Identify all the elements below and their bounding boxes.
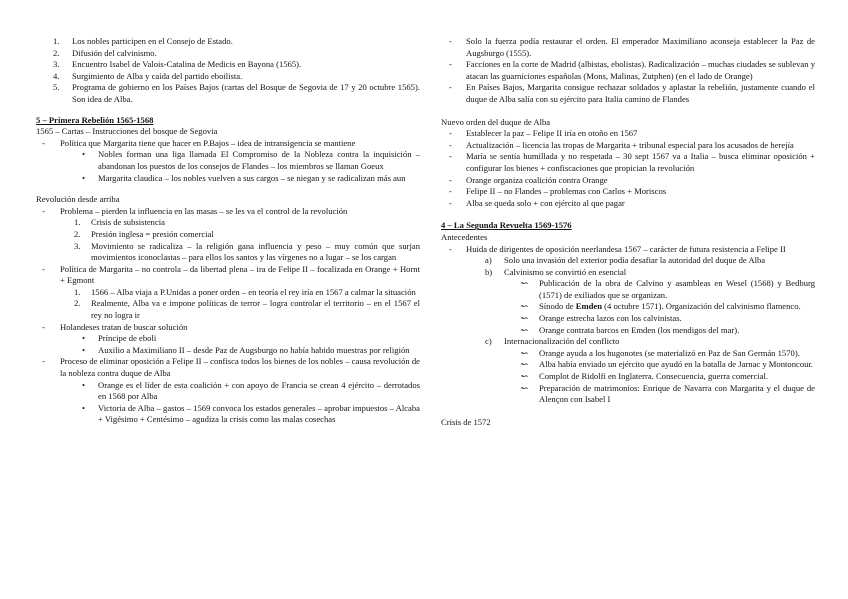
item-text: Victoria de Alba – gastos – 1569 convoca los estados generales – aprobar impuestos – Alcaba + Vigésimo + Centésimo – agudiza la crisis como las malas cosechas: [98, 402, 420, 425]
numbered-item: [36, 298, 420, 321]
item-text: Facciones en la corte de Madrid (albistas, ebolistas). Radicalización – muchas ciudades se sublevan y atacan las guarniciones españolas (Mons, Malinas, Zutphen) (en el lado de Orange): [466, 59, 815, 81]
bullet-item: [36, 333, 420, 345]
numbered-item: [36, 71, 420, 83]
left-column: [36, 36, 420, 426]
dash-item: [36, 356, 420, 379]
subsection-title: Nuevo orden del duque de Alba: [441, 116, 551, 127]
list-marker: •: [82, 333, 86, 344]
subsection-title: Antecedentes: [441, 231, 488, 242]
item-text: Orange ayuda a los hugonotes (se materializó en Paz de San Germán 1570).: [539, 347, 800, 358]
numbered-item: [36, 82, 420, 105]
list-marker: -: [42, 321, 45, 332]
list-marker: 3.: [53, 59, 60, 70]
item-text: Proceso de eliminar oposición a Felipe II – confisca todos los bienes de los nobles – causa revolución de la nobleza contra duque de Alba: [60, 356, 420, 379]
bold-term: Emden: [575, 301, 603, 312]
section-heading: 5 – Primera Rebelión 1565-1568: [36, 114, 154, 125]
item-text: Los nobles participen en el Consejo de Estado.: [72, 36, 233, 46]
arrow-item: [441, 325, 815, 337]
item-text: Establecer la paz – Felipe II iría en otoño en 1567: [466, 128, 638, 139]
dash-item: [36, 206, 420, 218]
item-text: Publicación de la obra de Calvino y asambleas en Wesel (1568) y Bedburg (1571) de exiliados que se organizan.: [539, 278, 815, 300]
item-text: Orange organiza coalición contra Orange: [466, 174, 608, 185]
subsection-title: Revolución desde arriba: [36, 194, 120, 205]
item-text: Calvinismo se convirtió en esencial: [504, 266, 627, 277]
arrow-item: [441, 278, 815, 301]
item-text: (4 octubre 1571). Organización del calvinismo flamenco.: [602, 301, 801, 312]
arrow-item: [441, 371, 815, 383]
list-marker: -: [449, 82, 452, 93]
item-text: María se sentía humillada y no respetada – 30 sept 1567 va a Italia – busca eliminar oposición + configurar los bienes + confiscaciones que propician la revolución: [466, 151, 815, 173]
numbered-item: [36, 36, 420, 48]
list-marker: c): [485, 336, 492, 347]
list-marker: a): [485, 255, 492, 266]
list-marker: 1.: [74, 217, 81, 228]
list-marker: -: [42, 205, 45, 216]
subsection-title: Crisis de 1572: [441, 416, 491, 427]
numbered-item: [36, 59, 420, 71]
item-text: Política que Margarita tiene que hacer en P.Bajos – idea de intransigencia se mantiene: [60, 137, 356, 148]
list-marker: -: [449, 174, 452, 185]
item-text: Huida de dirigentes de oposición neerlandesa 1567 – carácter de futura resistencia a Felipe II: [466, 243, 786, 254]
list-marker: -: [42, 356, 45, 367]
item-text: Programa de gobierno en los Países Bajos (cartas del Bosque de Segovia de 17 y 20 octubre 1565). Son idea de Alba.: [72, 82, 420, 104]
lettered-item: [441, 267, 815, 279]
numbered-item: [36, 229, 420, 241]
item-text: Orange estrecha lazos con los calvinistas.: [539, 313, 682, 324]
item-text: Política de Margarita – no controla – da libertad plena – ira de Felipe II – focalizada en Orange + Hornt + Egmont: [60, 263, 420, 286]
arrow-bullet-icon: ↜: [521, 313, 529, 324]
list-marker: -: [449, 186, 452, 197]
arrow-bullet-icon: ↜: [521, 347, 529, 358]
list-marker: •: [82, 402, 86, 413]
item-text: Orange es el líder de esta coalición + con apoyo de Francia se crean 4 ejército – derrotados en 1568 por Alba: [98, 379, 420, 402]
list-marker: -: [42, 263, 45, 274]
item-text: Príncipe de eboli: [98, 333, 157, 344]
dash-item: [441, 175, 815, 187]
list-marker: •: [82, 149, 86, 160]
section-subline: 1565 – Cartas – Instrucciones del bosque de Segovia: [36, 126, 218, 137]
list-marker: -: [449, 36, 452, 46]
item-text: Problema – pierden la influencia en las masas – se les va el control de la revolución: [60, 205, 348, 216]
dash-item: [441, 186, 815, 198]
dash-item: [441, 244, 815, 256]
item-text: En Países Bajos, Margarita consigue rechazar soldados y aplastar la rebelión, justamente cuando el duque de Alba salía con su ejército para Italia camino de Flandes: [466, 82, 815, 104]
lettered-item: [441, 336, 815, 348]
item-text: Alba se queda solo + con ejército al que pagar: [466, 197, 625, 208]
arrow-bullet-icon: ↜: [521, 324, 529, 335]
dash-item: [441, 59, 815, 82]
arrow-bullet-icon: ↜: [521, 278, 529, 289]
numbered-item: [36, 241, 420, 264]
bullet-item: [36, 403, 420, 426]
item-text: Felipe II – no Flandes – problemas con Carlos + Moriscos: [466, 186, 667, 197]
arrow-bullet-icon: ↜: [521, 382, 529, 393]
dash-item: [441, 151, 815, 174]
item-text: Margarita claudica – los nobles vuelven a sus cargos – se niegan y se radicalizan más aun: [98, 172, 406, 183]
dash-item: [441, 128, 815, 140]
item-text: Preparación de matrimonios: Enrique de Navarra con Margarita y el duque de Alençon con Isabel I: [539, 382, 815, 405]
lettered-item: [441, 255, 815, 267]
numbered-item: [36, 287, 420, 299]
item-text: Complot de Ridolfi en Inglaterra. Consecuencia, guerra comercial.: [539, 371, 769, 382]
list-marker: -: [449, 139, 452, 150]
numbered-item: [36, 48, 420, 60]
item-text: Holandeses tratan de buscar solución: [60, 321, 188, 332]
arrow-item: [441, 301, 815, 313]
list-marker: 1.: [53, 36, 60, 46]
item-text: Movimiento se radicaliza – la religión gana influencia y peso – muy común que surjan movimientos iconoclastas – para ellos los santos y las vírgenes no a lugar – se los cargan: [91, 240, 420, 263]
arrow-bullet-icon: ↜: [521, 371, 529, 382]
list-marker: •: [82, 172, 86, 183]
item-text: Presión inglesa = presión comercial: [91, 228, 214, 239]
list-marker: •: [82, 344, 86, 355]
list-marker: b): [485, 266, 493, 277]
item-text: Surgimiento de Alba y caída del partido eboilista.: [72, 70, 243, 81]
list-marker: 4.: [53, 70, 60, 81]
arrow-item: [441, 383, 815, 406]
dash-item: [441, 198, 815, 210]
item-text: Orange contrata barcos en Emden (los mendigos del mar).: [539, 324, 740, 335]
item-text: Crisis de subsistencia: [91, 217, 165, 228]
dash-item: [441, 140, 815, 152]
list-marker: 2.: [53, 47, 60, 58]
list-marker: •: [82, 379, 86, 390]
item-text: Nobles forman una liga llamada El Compromiso de la Nobleza contra la inquisición – abandonan los puestos de los consejos de Flandes – los miembros se llaman Goeux: [98, 149, 420, 171]
item-text: Internacionalización del conflicto: [504, 336, 620, 347]
numbered-item: [36, 217, 420, 229]
list-marker: -: [449, 243, 452, 254]
item-text: 1566 – Alba viaja a P.Unidas a poner orden – en teoría el rey iría en 1567 a calmar la situación: [91, 286, 416, 297]
item-text: Solo la fuerza podía restaurar el orden. El emperador Maximiliano aconseja establecer la Paz de Augsburgo (1555).: [466, 36, 815, 58]
list-marker: 3.: [74, 240, 81, 251]
list-marker: -: [449, 128, 452, 139]
item-text: Realmente, Alba va e impone políticas de terror – logra controlar el territorio – en el 1567 el rey no logra ir: [91, 298, 420, 321]
item-text: Actualización – licencia las tropas de Margarita + tribunal especial para los acusados de herejía: [466, 139, 794, 150]
list-marker: -: [449, 59, 452, 70]
dash-item: [441, 36, 815, 59]
arrow-bullet-icon: ↜: [521, 359, 529, 370]
section-heading: 4 – La Segunda Revuelta 1569-1576: [441, 220, 572, 231]
dash-item: [36, 138, 420, 150]
item-text: Sínodo de: [539, 301, 576, 312]
item-text: Encuentro Isabel de Valois-Catalina de Medicis en Bayona (1565).: [72, 59, 302, 70]
bullet-item: [36, 149, 420, 172]
list-marker: -: [449, 197, 452, 208]
bullet-item: [36, 345, 420, 357]
item-text: Solo una invasión del exterior podía desafiar la autoridad del duque de Alba: [504, 255, 766, 266]
item-text: Auxilio a Maximiliano II – desde Paz de Augsburgo no había habido muestras por religión: [98, 344, 410, 355]
item-text: Alba había enviado un ejército que ayudó en la batalla de Jarnac y Montoncour.: [539, 359, 813, 370]
list-marker: -: [42, 137, 45, 148]
arrow-item: [441, 313, 815, 325]
arrow-bullet-icon: ↜: [521, 301, 529, 312]
arrow-item: [441, 359, 815, 371]
dash-item: [36, 264, 420, 287]
bullet-item: [36, 380, 420, 403]
list-marker: 2.: [74, 298, 81, 309]
bullet-item: [36, 173, 420, 185]
list-marker: 2.: [74, 228, 81, 239]
right-column: [441, 36, 815, 428]
list-marker: 1.: [74, 286, 81, 297]
arrow-item: [441, 348, 815, 360]
item-text: Difusión del calvinismo.: [72, 47, 157, 58]
dash-item: [441, 82, 815, 105]
list-marker: 5.: [53, 82, 60, 93]
dash-item: [36, 322, 420, 334]
list-marker: -: [449, 151, 452, 162]
